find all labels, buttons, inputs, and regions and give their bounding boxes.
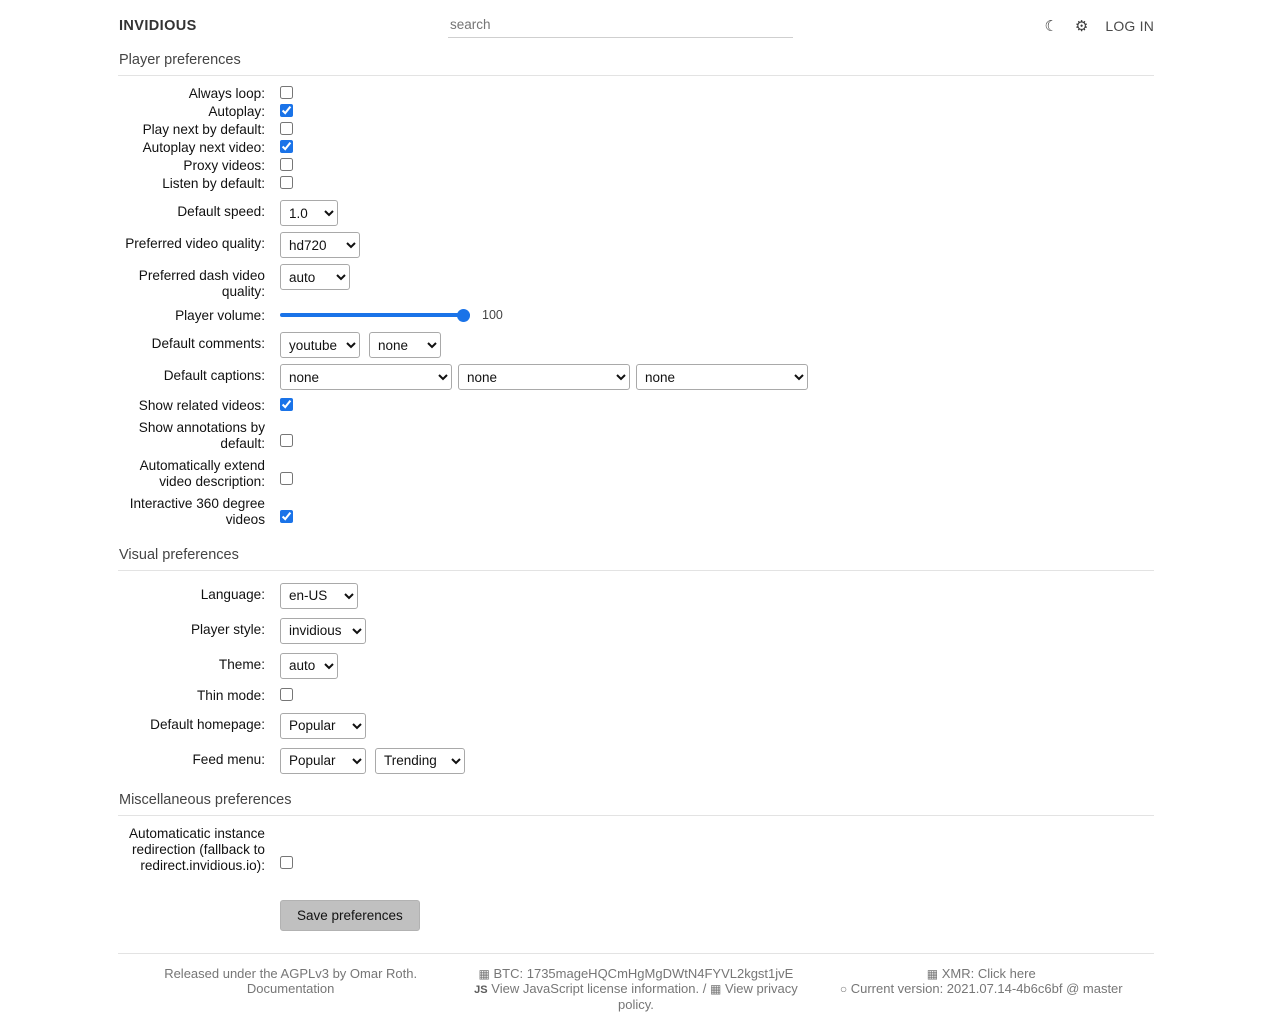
label-play-next: Play next by default: [142, 122, 265, 138]
footer-privacy-link[interactable]: View privacy policy. [618, 980, 798, 1012]
slider-player-volume[interactable] [280, 313, 470, 317]
row-default-homepage [118, 713, 1154, 739]
row-listen-default [118, 176, 1154, 192]
bitcoin-icon: ▦ [478, 966, 490, 981]
row-autoplay [118, 104, 1154, 120]
gear-icon[interactable]: ⚙ [1074, 17, 1089, 35]
footer-xmr-link[interactable]: XMR: Click here [941, 965, 1036, 981]
checkbox-show-annotations[interactable] [280, 434, 293, 447]
footer-right [809, 966, 1154, 1012]
footer-btc-link[interactable]: BTC: 1735mageHQCmHgMgDWtN4FYVL2kgst1jvE [493, 965, 794, 981]
row-proxy-videos [118, 158, 1154, 174]
select-preferred-quality[interactable] [280, 232, 360, 258]
row-default-captions [118, 364, 1154, 390]
row-preferred-quality [118, 232, 1154, 258]
row-player-style [118, 618, 1154, 644]
login-link[interactable]: LOG IN [1105, 18, 1154, 34]
select-preferred-dash-quality[interactable] [280, 264, 350, 290]
label-listen-default: Listen by default: [162, 176, 265, 192]
player-volume-value: 100 [482, 308, 503, 323]
checkbox-proxy-videos[interactable] [280, 158, 293, 171]
checkbox-interactive-360[interactable] [280, 510, 293, 523]
checkbox-show-related[interactable] [280, 398, 293, 411]
label-extend-description: Automatically extend video description: [139, 458, 265, 490]
checkbox-listen-default[interactable] [280, 176, 293, 189]
select-default-comments-primary[interactable] [280, 332, 360, 358]
select-default-captions-2[interactable] [458, 364, 630, 390]
checkbox-autoplay-next[interactable] [280, 140, 293, 153]
label-proxy-videos: Proxy videos: [183, 158, 265, 174]
footer-center [463, 966, 808, 1012]
navbar-actions [1044, 18, 1154, 34]
label-theme: Theme: [218, 656, 265, 672]
row-show-annotations [118, 420, 1154, 452]
label-preferred-dash-quality: Preferred dash video quality: [138, 268, 265, 300]
row-show-related [118, 398, 1154, 414]
label-autoplay-next: Autoplay next video: [142, 140, 265, 156]
row-thin-mode [118, 688, 1154, 704]
checkbox-always-loop[interactable] [280, 86, 293, 99]
row-default-speed [118, 200, 1154, 226]
row-auto-redirect [118, 826, 1154, 874]
checkbox-extend-description[interactable] [280, 472, 293, 485]
search-input[interactable] [448, 14, 793, 38]
label-preferred-quality: Preferred video quality: [125, 236, 265, 252]
footer-license-text: Released under the AGPLv3 by Omar Roth. [164, 965, 418, 981]
select-theme[interactable] [280, 653, 338, 679]
label-default-speed: Default speed: [177, 204, 265, 220]
label-autoplay: Autoplay: [208, 104, 265, 120]
label-interactive-360: Interactive 360 degree videos [129, 496, 265, 528]
row-language [118, 583, 1154, 609]
label-player-style: Player style: [190, 621, 265, 637]
github-icon: ○ [839, 981, 848, 996]
search-container [448, 14, 793, 38]
preferences-content [118, 48, 1154, 931]
navbar [118, 0, 1154, 48]
label-default-captions: Default captions: [163, 368, 265, 384]
section-misc-preferences: Miscellaneous preferences [118, 788, 1154, 816]
label-show-related: Show related videos: [138, 398, 265, 414]
monero-icon: ▦ [926, 966, 939, 981]
checkbox-thin-mode[interactable] [280, 688, 293, 701]
footer-version-link[interactable]: Current version: 2021.07.14-4b6c6bf @ master [850, 980, 1123, 996]
label-default-homepage: Default homepage: [150, 716, 265, 732]
select-default-homepage[interactable] [280, 713, 366, 739]
select-default-captions-1[interactable] [280, 364, 452, 390]
footer-documentation-link[interactable]: Documentation [246, 980, 335, 996]
row-default-comments [118, 332, 1154, 358]
row-preferred-dash-quality [118, 264, 1154, 300]
label-auto-redirect: Automaticatic instance redirection (fallback to redirect.invidious.io): [128, 825, 265, 873]
label-show-annotations: Show annotations by default: [138, 420, 265, 452]
label-thin-mode: Thin mode: [196, 687, 265, 703]
label-feed-menu: Feed menu: [192, 751, 265, 767]
label-default-comments: Default comments: [151, 336, 265, 352]
label-language: Language: [200, 586, 265, 602]
save-row [118, 900, 1154, 931]
label-player-volume: Player volume: [175, 308, 265, 324]
checkbox-autoplay[interactable] [280, 104, 293, 117]
row-feed-menu [118, 748, 1154, 774]
row-player-volume [118, 308, 1154, 324]
save-preferences-button[interactable]: Save preferences [280, 900, 420, 931]
row-autoplay-next [118, 140, 1154, 156]
row-theme [118, 653, 1154, 679]
footer-separator: / [702, 980, 707, 996]
section-visual-preferences: Visual preferences [118, 543, 1154, 571]
row-play-next [118, 122, 1154, 138]
select-player-style[interactable] [280, 618, 366, 644]
select-feed-menu-2[interactable] [375, 748, 465, 774]
select-default-speed[interactable] [280, 200, 338, 226]
javascript-badge-icon: JS [474, 983, 488, 996]
brand-logo[interactable]: INVIDIOUS [119, 18, 197, 34]
row-extend-description [118, 458, 1154, 490]
checkbox-auto-redirect[interactable] [280, 856, 293, 869]
label-always-loop: Always loop: [188, 86, 265, 101]
document-icon: ▦ [710, 981, 722, 996]
select-default-captions-3[interactable] [636, 364, 808, 390]
select-default-comments-secondary[interactable] [369, 332, 441, 358]
select-language[interactable] [280, 583, 358, 609]
footer-js-license-link[interactable]: View JavaScript license information. [491, 980, 700, 996]
row-interactive-360 [118, 496, 1154, 528]
footer-left [118, 966, 463, 1012]
moon-icon[interactable]: ☾ [1044, 17, 1058, 35]
footer [118, 953, 1154, 1012]
select-feed-menu-1[interactable] [280, 748, 366, 774]
section-player-preferences: Player preferences [118, 48, 1154, 76]
checkbox-play-next[interactable] [280, 122, 293, 135]
row-always-loop [118, 86, 1154, 102]
